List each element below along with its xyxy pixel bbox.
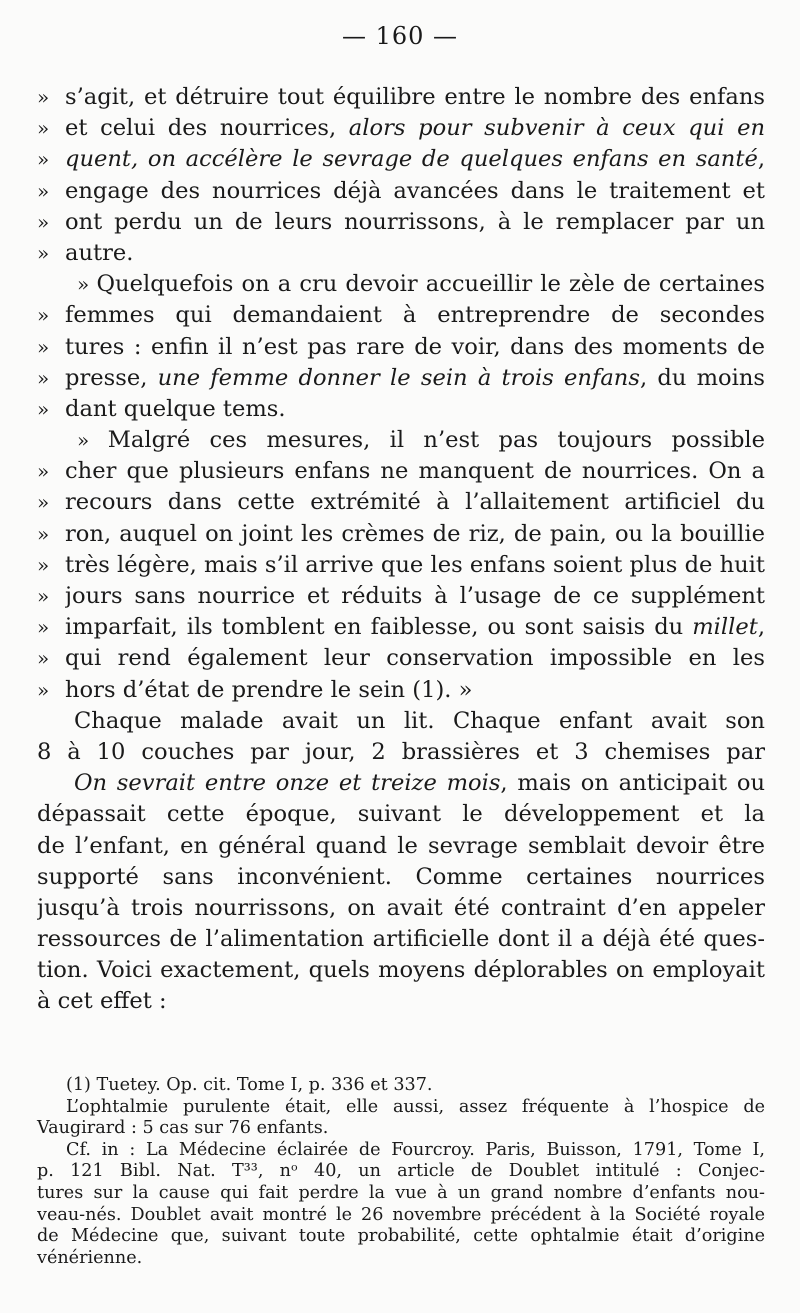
text-line <box>37 269 765 300</box>
text-line <box>37 113 765 144</box>
text-segment: de l’enfant, en général quand le sevrage semblait devoir être <box>37 832 765 859</box>
text-line <box>37 238 765 269</box>
line-text <box>65 612 765 643</box>
line-text <box>65 550 765 581</box>
text-line <box>37 737 765 768</box>
quote-mark: » <box>77 272 97 297</box>
text-segment: tures : enfin il n’est pas rare de voir, dans des moments de <box>65 333 765 360</box>
text-segment: , mais on anticipait ou <box>500 770 765 797</box>
text-line <box>37 831 765 862</box>
line-text <box>65 643 765 674</box>
footnote-line <box>37 1248 765 1270</box>
quote-mark: » <box>37 85 50 109</box>
line-text <box>74 706 765 737</box>
text-segment: Malgré ces mesures, il n’est pas toujours possible <box>107 427 765 454</box>
text-segment: s’agit, et détruire tout équilibre entre le nombre des enfans <box>65 84 765 110</box>
quote-mark: » <box>37 396 50 421</box>
text-segment: , <box>757 146 765 173</box>
quote-mark: » <box>77 428 108 453</box>
line-text <box>37 831 765 862</box>
text-line <box>37 394 765 425</box>
text-segment: dant quelque tems. <box>65 395 286 422</box>
italic-segment: On sevrait entre onze et treize mois <box>74 770 501 797</box>
text-line <box>37 986 765 1017</box>
line-text <box>65 519 765 550</box>
quote-mark: » <box>37 552 50 577</box>
quote-mark: » <box>37 334 50 359</box>
text-segment: recours dans cette extrémité à l’allaitement artificiel du <box>65 489 765 516</box>
text-segment: qui rend également leur conservation impossible en les <box>65 645 765 672</box>
quote-mark: » <box>37 240 50 265</box>
quote-mark: » <box>37 147 50 172</box>
line-text <box>37 862 765 893</box>
line-text <box>37 737 765 768</box>
text-line <box>37 799 765 830</box>
line-text <box>65 113 765 144</box>
text-segment: très légère, mais s’il arrive que les enfans soient plus de huit <box>65 551 765 578</box>
text-segment: hors d’état de prendre le sein (1). » <box>65 676 473 703</box>
line-text <box>65 332 765 363</box>
text-segment: Chaque malade avait un lit. Chaque enfant avait son <box>74 707 765 734</box>
text-segment: presse, <box>65 364 158 391</box>
text-segment: cher que plusieurs enfans ne manquent de nourrices. On a <box>65 458 765 485</box>
text-line <box>37 332 765 363</box>
quote-mark: » <box>37 459 50 484</box>
footnote-text: veau-nés. Doublet avait montré le 26 novembre précédent à la Société royale <box>37 1204 765 1225</box>
text-line <box>37 425 765 456</box>
line-text <box>65 144 765 175</box>
text-line <box>37 612 765 643</box>
text-line <box>37 519 765 550</box>
text-line <box>37 487 765 518</box>
text-segment: jusqu’à trois nourrissons, on avait été contraint d’en appeler <box>37 894 765 921</box>
line-text <box>74 768 765 799</box>
text-line <box>37 706 765 737</box>
line-text <box>37 986 167 1017</box>
text-line <box>37 144 765 175</box>
footnote-text: p. 121 Bibl. Nat. T³³, nᵒ 40, un article de Doublet intitulé : Conjec- <box>37 1161 765 1182</box>
quote-mark: » <box>37 677 50 702</box>
line-text <box>77 269 765 300</box>
footnote-line <box>37 1097 765 1119</box>
text-segment: jours sans nourrice et réduits à l’usage de ce supplément <box>65 583 765 609</box>
text-segment: ressources de l’alimentation artificielle dont il a déjà été ques- <box>37 926 765 953</box>
footnote-line <box>37 1075 765 1097</box>
text-line <box>37 300 765 331</box>
footnote-line <box>37 1140 765 1162</box>
quote-mark: » <box>37 521 50 546</box>
quote-mark: » <box>37 209 50 234</box>
text-segment: autre. <box>65 239 134 266</box>
text-segment: à cet effet : <box>37 988 167 1015</box>
italic-segment: millet <box>692 614 758 641</box>
line-text <box>65 456 765 487</box>
line-text <box>65 581 765 612</box>
footnote-text: de Médecine que, suivant toute probabilité, cette ophtalmie était d’origine <box>37 1226 765 1247</box>
line-text <box>77 425 765 456</box>
line-text <box>37 955 765 986</box>
line-text <box>37 799 765 830</box>
text-line <box>37 768 765 799</box>
text-line <box>37 924 765 955</box>
footnote-text: L’ophtalmie purulente était, elle aussi, assez fréquente à l’hospice de <box>66 1096 765 1117</box>
text-segment: ron, auquel on joint les crèmes de riz, de pain, ou la bouillie <box>65 520 765 547</box>
text-line <box>37 675 765 706</box>
main-text <box>37 82 765 1018</box>
text-line <box>37 176 765 207</box>
footnote-indent <box>37 1097 66 1119</box>
text-segment: supporté sans inconvénient. Comme certaines nourrices <box>37 863 765 890</box>
footnote-line <box>37 1205 765 1227</box>
text-segment: 8 à 10 couches par jour, 2 brassières et 3 chemises par <box>37 738 765 765</box>
italic-segment: alors pour subvenir à ceux qui en <box>348 115 765 142</box>
text-segment: , <box>757 614 765 641</box>
text-line <box>37 862 765 893</box>
line-text <box>37 924 765 955</box>
text-line <box>37 893 765 924</box>
text-segment: femmes qui demandaient à entreprendre de secondes <box>65 302 765 329</box>
line-text <box>65 363 765 394</box>
text-line <box>37 550 765 581</box>
text-line <box>37 581 765 612</box>
line-text <box>37 893 765 924</box>
quote-mark: » <box>37 303 50 328</box>
text-line <box>37 456 765 487</box>
text-line <box>37 207 765 238</box>
footnote-text: vénérienne. <box>37 1247 143 1268</box>
line-text <box>65 300 765 331</box>
footnote-text: tures sur la cause qui fait perdre la vue à un grand nombre d’enfants nou- <box>37 1182 765 1203</box>
line-text <box>65 675 472 706</box>
footnote-text: Vaugirard : 5 cas sur 76 enfants. <box>37 1118 329 1139</box>
quote-mark: » <box>37 116 50 141</box>
text-segment: et celui des nourrices, <box>65 115 349 142</box>
quote-mark: » <box>37 615 50 640</box>
line-text <box>65 82 765 113</box>
footnote-text: (1) Tuetey. Op. cit. Tome I, p. 336 et 337. <box>66 1075 433 1095</box>
footnotes <box>37 1075 765 1269</box>
text-segment: dépassait cette époque, suivant le développement et la <box>37 801 765 828</box>
line-text <box>65 394 286 425</box>
line-text <box>65 487 765 518</box>
quote-mark: » <box>37 178 50 203</box>
footnote-line <box>37 1183 765 1205</box>
quote-mark: » <box>37 584 50 608</box>
text-line <box>37 955 765 986</box>
text-segment: ont perdu un de leurs nourrissons, à le remplacer par un <box>65 208 765 235</box>
quote-mark: » <box>37 490 50 515</box>
text-segment: tion. Voici exactement, quels moyens déplorables on employait <box>37 957 765 984</box>
footnote-line <box>37 1161 765 1183</box>
footnote-line <box>37 1118 765 1140</box>
line-text <box>65 207 765 238</box>
footnote-line <box>37 1226 765 1248</box>
quote-mark: » <box>37 365 50 390</box>
line-text <box>65 176 765 207</box>
line-text <box>65 238 133 269</box>
text-line <box>37 643 765 674</box>
text-line <box>37 82 765 113</box>
text-segment: engage des nourrices déjà avancées dans le traitement et <box>65 177 765 204</box>
italic-segment: quent, on accélère le sevrage de quelques enfans en santé <box>65 146 758 173</box>
footnote-indent <box>37 1075 66 1097</box>
text-segment: , du moins <box>639 364 765 391</box>
quote-mark: » <box>37 646 50 671</box>
footnote-indent <box>37 1140 66 1162</box>
text-segment: Quelquefois on a cru devoir accueillir le zèle de certaines <box>96 271 765 298</box>
text-segment: imparfait, ils tomblent en faiblesse, ou sont saisis du <box>65 614 693 641</box>
italic-segment: une femme donner le sein à trois enfans <box>157 364 640 391</box>
footnote-text: Cf. in : La Médecine éclairée de Fourcroy. Paris, Buisson, 1791, Tome I, <box>66 1139 765 1160</box>
text-line <box>37 363 765 394</box>
page-number: — 160 — <box>341 22 459 50</box>
